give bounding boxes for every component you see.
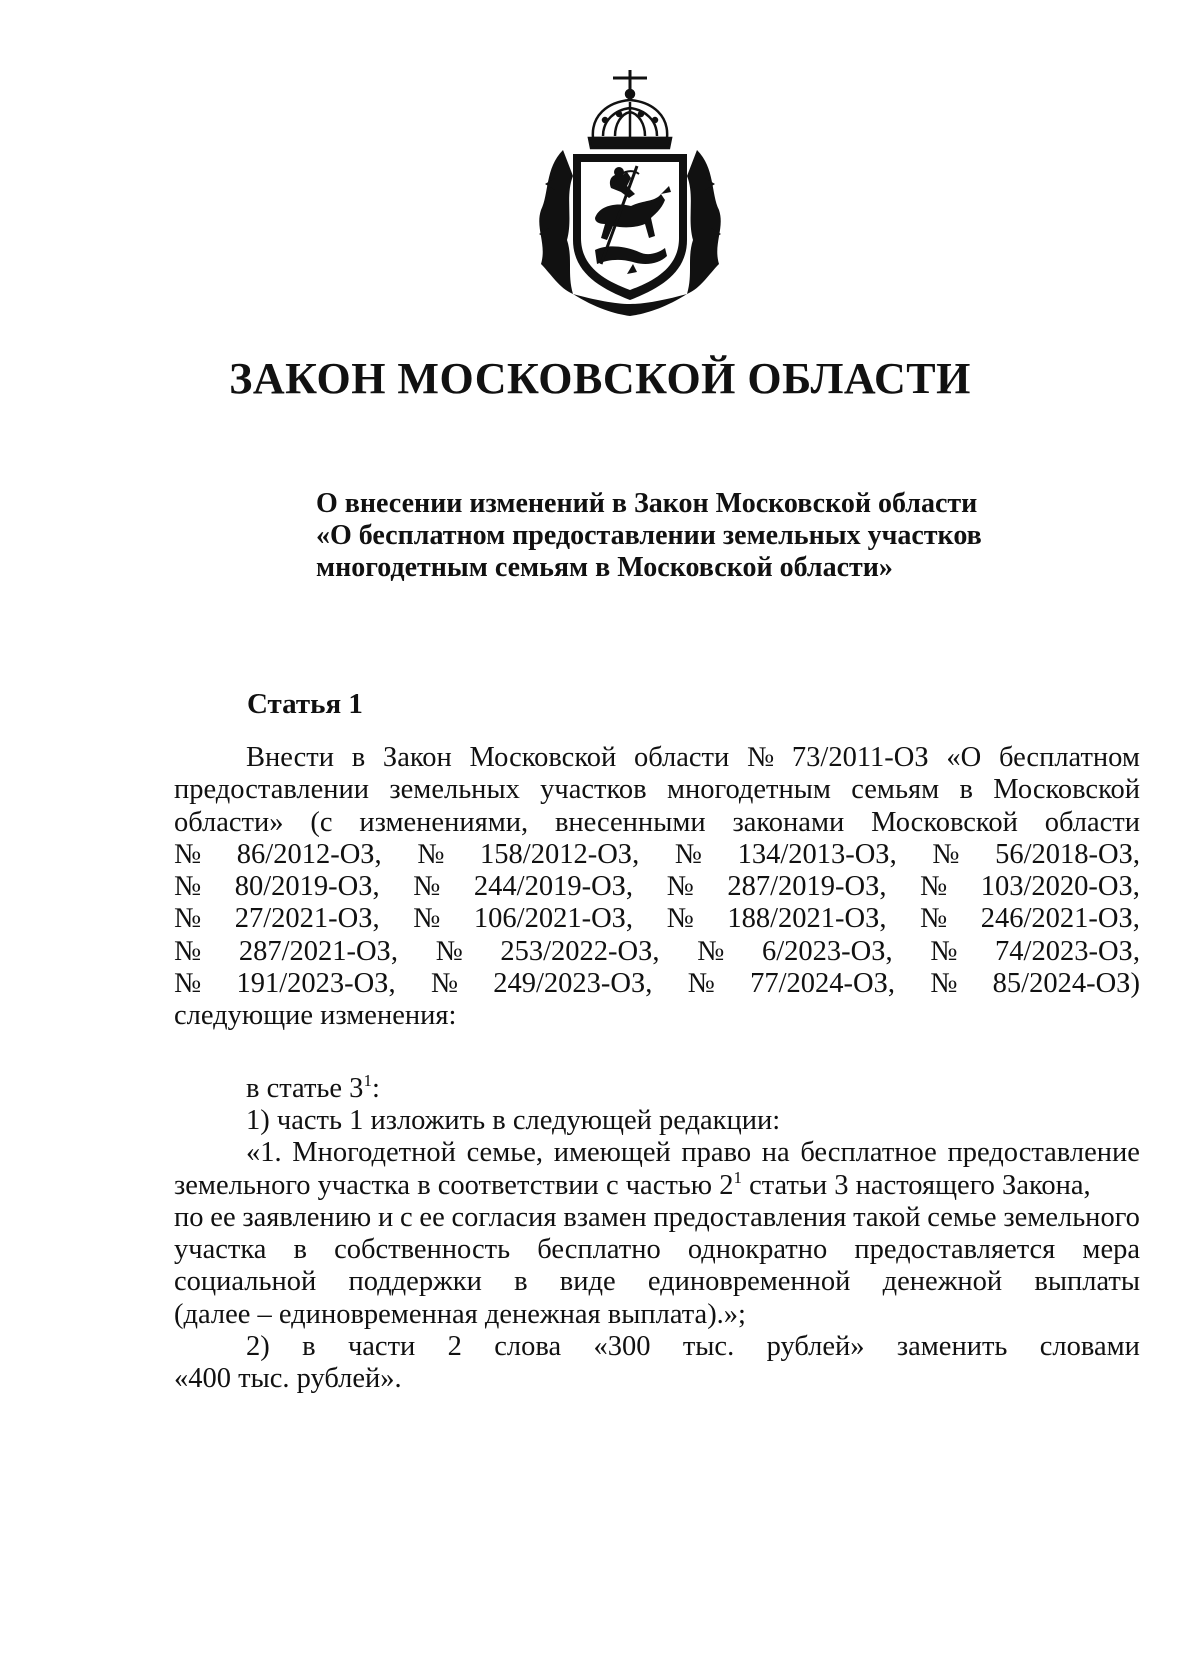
word: № xyxy=(674,838,702,870)
text-line xyxy=(174,936,1140,968)
word: с xyxy=(399,1201,413,1233)
word: (с xyxy=(310,806,333,838)
word: ее xyxy=(419,1201,445,1233)
text-line xyxy=(174,774,1140,806)
word: № xyxy=(920,871,948,903)
word: 191/2023-ОЗ, xyxy=(236,968,396,1000)
text-line xyxy=(174,1266,1140,1298)
word: 86/2012-ОЗ, xyxy=(236,838,382,870)
word: 80/2019-ОЗ, xyxy=(234,871,380,903)
word: участка xyxy=(174,1234,267,1266)
word: № xyxy=(666,903,694,935)
text-line xyxy=(174,742,1140,774)
word: слова xyxy=(494,1331,562,1363)
word: взамен xyxy=(563,1201,647,1233)
text-fragment: : xyxy=(371,1072,380,1104)
word: Московской xyxy=(871,806,1018,838)
text-fragment: статьи 3 настоящего Закона, xyxy=(741,1169,1091,1201)
word: изменениями, xyxy=(359,806,529,838)
subtitle-line: «О бесплатном предоставлении земельных участков xyxy=(316,520,982,551)
word: 244/2019-ОЗ, xyxy=(473,871,634,903)
word: бесплатное xyxy=(800,1137,937,1169)
word: единовременной xyxy=(647,1266,851,1298)
word: согласия xyxy=(451,1201,557,1233)
text-line xyxy=(174,839,1140,871)
word: социальной xyxy=(174,1266,317,1298)
word: такой xyxy=(853,1201,921,1233)
word: предоставлении xyxy=(174,774,370,806)
word: 103/2020-ОЗ, xyxy=(980,871,1140,903)
word: № xyxy=(174,838,202,870)
word: мера xyxy=(1082,1234,1140,1266)
law-subtitle xyxy=(316,488,1036,584)
word: № xyxy=(687,968,715,1000)
word: тыс. xyxy=(682,1331,735,1363)
word: Закон xyxy=(382,742,452,773)
word: области xyxy=(1044,806,1140,838)
word: бесплатно xyxy=(537,1234,661,1266)
word: Московской xyxy=(469,742,617,773)
word: на xyxy=(761,1137,790,1169)
word: «300 xyxy=(593,1331,651,1363)
word: в xyxy=(293,1234,307,1266)
word: поддержки xyxy=(348,1266,482,1298)
subtitle-line: многодетным семьям в Московской области» xyxy=(316,552,893,583)
word: земельного xyxy=(1003,1201,1140,1233)
coat-of-arms-emblem xyxy=(515,68,745,318)
word: 73/2011-ОЗ xyxy=(791,742,929,773)
word: бесплатном xyxy=(998,742,1140,773)
word: виде xyxy=(559,1266,616,1298)
superscript: 1 xyxy=(733,1167,742,1187)
word: по xyxy=(174,1201,204,1233)
word: многодетным xyxy=(666,774,831,806)
word: 2 xyxy=(447,1331,462,1363)
word: денежной xyxy=(882,1266,1003,1298)
word: предоставляется xyxy=(854,1234,1056,1266)
word: рублей» xyxy=(766,1331,865,1363)
word: № xyxy=(435,935,463,967)
word: части xyxy=(347,1331,416,1363)
word: № xyxy=(174,871,202,903)
word: семье xyxy=(927,1201,997,1233)
word: № xyxy=(174,903,202,935)
word: предоставление xyxy=(947,1137,1140,1169)
word: № xyxy=(430,968,459,1000)
text-line xyxy=(174,1331,1140,1363)
text-line: «400 тыс. рублей». xyxy=(174,1363,402,1395)
word: 249/2023-ОЗ, xyxy=(493,968,653,1000)
word: в xyxy=(514,1266,528,1298)
word: «О xyxy=(946,742,982,773)
word: 158/2012-ОЗ, xyxy=(480,838,640,870)
word: № xyxy=(413,903,441,935)
word: № xyxy=(174,935,202,967)
word: 246/2021-ОЗ, xyxy=(980,903,1140,935)
word: и xyxy=(377,1201,394,1233)
word: 134/2013-ОЗ, xyxy=(737,838,897,870)
article-body xyxy=(174,742,1140,1396)
word: в xyxy=(302,1331,316,1363)
word: 77/2024-ОЗ, xyxy=(750,968,895,1000)
word: предоставления xyxy=(653,1201,847,1233)
word: заменить xyxy=(896,1331,1008,1363)
word: законами xyxy=(732,806,845,838)
word: 188/2021-ОЗ, xyxy=(727,903,887,935)
text-line xyxy=(174,1167,1140,1202)
text-line xyxy=(174,807,1140,839)
text-fragment: в статье 3 xyxy=(246,1072,364,1104)
word: семье, xyxy=(466,1137,544,1169)
word: 74/2023-ОЗ, xyxy=(995,935,1140,967)
word: № xyxy=(697,935,725,967)
word: 27/2021-ОЗ, xyxy=(234,903,380,935)
word: земельных xyxy=(389,774,520,806)
word: Внести xyxy=(246,742,334,773)
text-line xyxy=(174,968,1140,1000)
word: однократно xyxy=(687,1234,828,1266)
word: 106/2021-ОЗ, xyxy=(473,903,634,935)
law-heading: ЗАКОН МОСКОВСКОЙ ОБЛАСТИ xyxy=(229,354,971,403)
word: словами xyxy=(1039,1331,1140,1363)
coat-of-arms-graphic xyxy=(515,68,745,318)
text-line xyxy=(174,1202,1140,1234)
word: № xyxy=(174,968,202,1000)
text-line xyxy=(174,871,1140,903)
word: № xyxy=(920,903,948,935)
word: Московской xyxy=(993,774,1140,806)
word: № xyxy=(746,742,775,773)
word: № xyxy=(417,838,445,870)
text-line xyxy=(174,1070,1140,1105)
text-fragment: земельного участка в соответствии с частью 2 xyxy=(174,1169,734,1201)
subtitle-line: О внесении изменений в Закон Московской области xyxy=(316,488,978,519)
word: Многодетной xyxy=(292,1137,456,1169)
word: в xyxy=(959,774,973,806)
text-line xyxy=(174,1137,1140,1169)
word: 6/2023-ОЗ, xyxy=(761,935,893,967)
text-line: 1) часть 1 изложить в следующей редакции: xyxy=(246,1104,781,1136)
word: 253/2022-ОЗ, xyxy=(500,935,660,967)
word: области xyxy=(633,742,730,773)
text-line: (далее – единовременная денежная выплата).»; xyxy=(174,1298,746,1330)
word: 287/2021-ОЗ, xyxy=(238,935,398,967)
word: «1. xyxy=(246,1137,282,1169)
word: области» xyxy=(174,806,284,838)
paragraph-gap xyxy=(174,1033,1140,1073)
word: внесенными xyxy=(554,806,706,838)
word: № xyxy=(413,871,441,903)
word: 56/2018-ОЗ, xyxy=(995,838,1140,870)
word: 85/2024-ОЗ) xyxy=(992,968,1140,1000)
word: № xyxy=(930,935,958,967)
superscript: 1 xyxy=(363,1070,372,1090)
word: № xyxy=(666,871,694,903)
word: 287/2019-ОЗ, xyxy=(727,871,887,903)
word: № xyxy=(932,838,960,870)
word: собственность xyxy=(334,1234,511,1266)
word: право xyxy=(681,1137,752,1169)
word: ее xyxy=(210,1201,236,1233)
text-line xyxy=(174,1234,1140,1266)
text-line: следующие изменения: xyxy=(174,1000,457,1032)
word: семьям xyxy=(851,774,940,806)
word: имеющей xyxy=(553,1137,671,1169)
word: № xyxy=(930,968,958,1000)
word: участков xyxy=(540,774,647,806)
word: заявлению xyxy=(242,1201,372,1233)
text-line xyxy=(174,903,1140,935)
word: 2) xyxy=(246,1331,270,1363)
word: в xyxy=(351,742,366,773)
article-title: Статья 1 xyxy=(247,688,363,720)
word: выплаты xyxy=(1034,1266,1140,1298)
